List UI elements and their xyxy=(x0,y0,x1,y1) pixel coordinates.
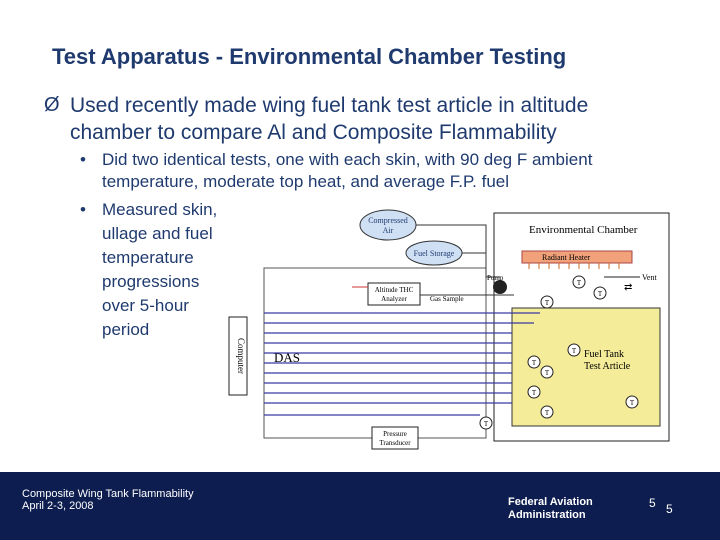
sub-bullet-1-text: Did two identical tests, one with each skin, with 90 deg F ambient temperature, moderate top heat, and average F.P. fuel xyxy=(102,150,593,191)
compressed-air-label: Compressed xyxy=(368,216,408,225)
svg-text:T: T xyxy=(483,420,489,428)
sub-bullet-2-line: over 5-hour xyxy=(102,296,189,315)
sub-bullet-2-line: Measured skin, xyxy=(102,200,218,219)
analyzer-label: Analyzer xyxy=(381,295,407,303)
footer-conference xyxy=(22,488,194,512)
bullet-dot-icon: • xyxy=(80,200,86,219)
conference-date: April 2-3, 2008 xyxy=(22,500,94,512)
pressure-transducer-label: Transducer xyxy=(379,439,411,447)
vent-arrows: ⇄ xyxy=(624,282,633,293)
pump-icon xyxy=(493,280,507,294)
svg-text:T: T xyxy=(531,359,537,367)
svg-text:T: T xyxy=(544,299,550,307)
sub-bullet-2-text xyxy=(102,198,217,342)
page-number: 5 xyxy=(649,496,656,510)
slide-title: Test Apparatus - Environmental Chamber Testing xyxy=(52,44,567,69)
sub-bullet-2-line: ullage and fuel xyxy=(102,224,213,243)
fuel-storage-label: Fuel Storage xyxy=(413,249,455,258)
compressed-air-bubble xyxy=(360,210,416,240)
pressure-transducer-label: Pressure xyxy=(383,430,407,438)
pump-label: Pump xyxy=(487,274,504,282)
svg-text:T: T xyxy=(544,369,550,377)
das-label: DAS xyxy=(274,350,301,365)
svg-text:T: T xyxy=(597,290,603,298)
bullet-dot-icon: • xyxy=(80,150,86,169)
fuel-tank-label: Fuel Tank xyxy=(584,349,624,360)
agency-line: Federal Aviation xyxy=(508,496,593,508)
fuel-tank-label: Test Article xyxy=(584,361,631,372)
svg-text:T: T xyxy=(571,347,577,355)
vent-label: Vent xyxy=(642,273,657,282)
test-apparatus-diagram xyxy=(224,205,674,455)
conference-title: Composite Wing Tank Flammability xyxy=(22,488,194,500)
svg-text:T: T xyxy=(629,399,635,407)
sub-bullet-2-line: period xyxy=(102,320,150,339)
compressed-air-label: Air xyxy=(382,226,394,235)
footer-agency xyxy=(508,496,593,522)
agency-line: Administration xyxy=(508,509,586,521)
radiant-heater-label: Radiant Heater xyxy=(542,253,591,262)
arrow-bullet-icon: Ø xyxy=(44,94,60,116)
sub-bullet-2-line: progressions xyxy=(102,272,200,291)
page-number: 5 xyxy=(666,502,673,516)
svg-text:T: T xyxy=(544,409,550,417)
gas-sample-label: Gas Sample xyxy=(430,295,464,303)
svg-text:T: T xyxy=(531,389,537,397)
svg-text:T: T xyxy=(576,279,582,287)
sub-bullet-2-line: temperature xyxy=(102,248,194,267)
environmental-chamber-label: Environmental Chamber xyxy=(529,224,638,236)
main-bullet-text: Used recently made wing fuel tank test article in altitude chamber to compare Al and Composite Flammability xyxy=(70,94,589,144)
computer-label: Computer xyxy=(236,338,246,374)
analyzer-label: Altitude THC xyxy=(374,286,414,294)
footer-bar xyxy=(0,472,720,540)
